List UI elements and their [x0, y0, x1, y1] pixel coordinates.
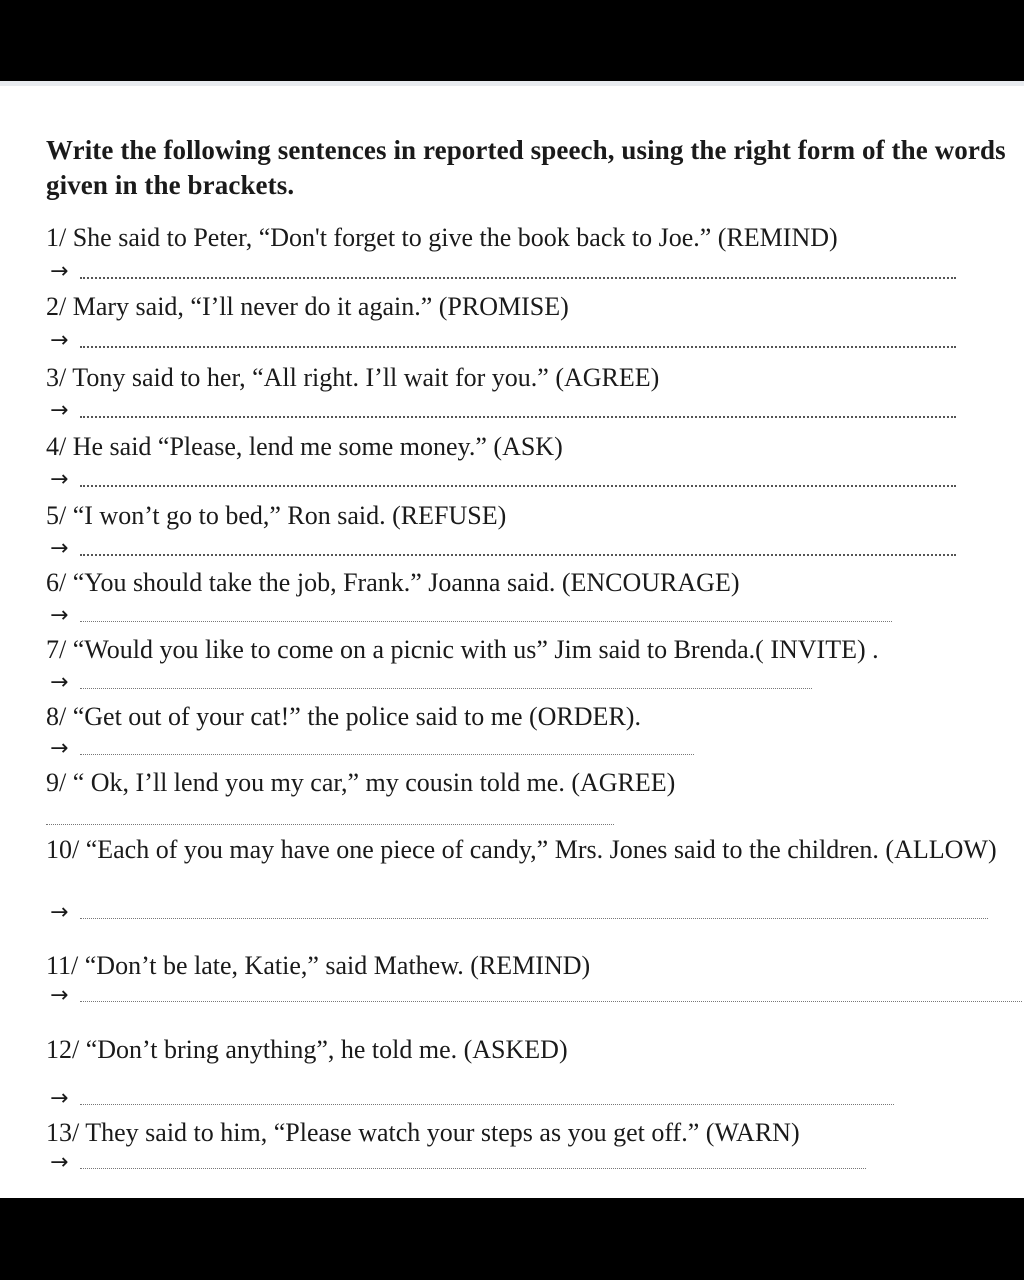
question-3: 3/ Tony said to her, “All right. I’ll wait for you.” (AGREE) [46, 363, 660, 392]
dotted-line [80, 554, 956, 556]
arrow-icon: → [50, 1150, 69, 1175]
worksheet-page [0, 81, 1024, 1198]
question-10: 10/ “Each of you may have one piece of candy,” Mrs. Jones said to the children. (ALLOW) [46, 835, 997, 864]
question-12: 12/ “Don’t bring anything”, he told me. (ASKED) [46, 1035, 568, 1064]
question-1: 1/ She said to Peter, “Don't forget to give the book back to Joe.” (REMIND) [46, 223, 838, 252]
arrow-icon: → [50, 603, 69, 628]
dotted-line [80, 1001, 1022, 1002]
dotted-line [80, 1168, 866, 1169]
arrow-icon: → [50, 736, 69, 761]
dotted-line [80, 277, 956, 279]
question-7: 7/ “Would you like to come on a picnic with us” Jim said to Brenda.( INVITE) . [46, 635, 879, 664]
dotted-line [80, 416, 956, 418]
question-11: 11/ “Don’t be late, Katie,” said Mathew. (REMIND) [46, 951, 591, 980]
arrow-icon: → [50, 536, 69, 561]
arrow-icon: → [50, 328, 69, 353]
arrow-icon: → [50, 900, 69, 925]
arrow-icon: → [50, 670, 69, 695]
question-4: 4/ He said “Please, lend me some money.” (ASK) [46, 432, 563, 461]
dotted-line [80, 754, 694, 755]
arrow-icon: → [50, 398, 69, 423]
dotted-line [80, 1104, 894, 1105]
question-13: 13/ They said to him, “Please watch your steps as you get off.” (WARN) [46, 1118, 800, 1147]
question-9: 9/ “ Ok, I’ll lend you my car,” my cousin told me. (AGREE) [46, 768, 676, 797]
dotted-line [80, 346, 956, 348]
question-6: 6/ “You should take the job, Frank.” Joanna said. (ENCOURAGE) [46, 568, 740, 597]
arrow-icon: → [50, 259, 69, 284]
question-2: 2/ Mary said, “I’ll never do it again.” (PROMISE) [46, 292, 569, 321]
instruction-heading: Write the following sentences in reported speech, using the right form of the words given in the brackets. [46, 135, 1006, 200]
arrow-icon: → [50, 1086, 69, 1111]
question-5: 5/ “I won’t go to bed,” Ron said. (REFUSE) [46, 501, 507, 530]
question-8: 8/ “Get out of your cat!” the police said to me (ORDER). [46, 702, 641, 731]
dotted-line [80, 485, 956, 487]
dotted-line [80, 621, 892, 622]
arrow-icon: → [50, 467, 69, 492]
dotted-line [46, 824, 614, 825]
arrow-icon: → [50, 983, 69, 1008]
dotted-line [80, 688, 812, 689]
dotted-line [80, 918, 988, 919]
